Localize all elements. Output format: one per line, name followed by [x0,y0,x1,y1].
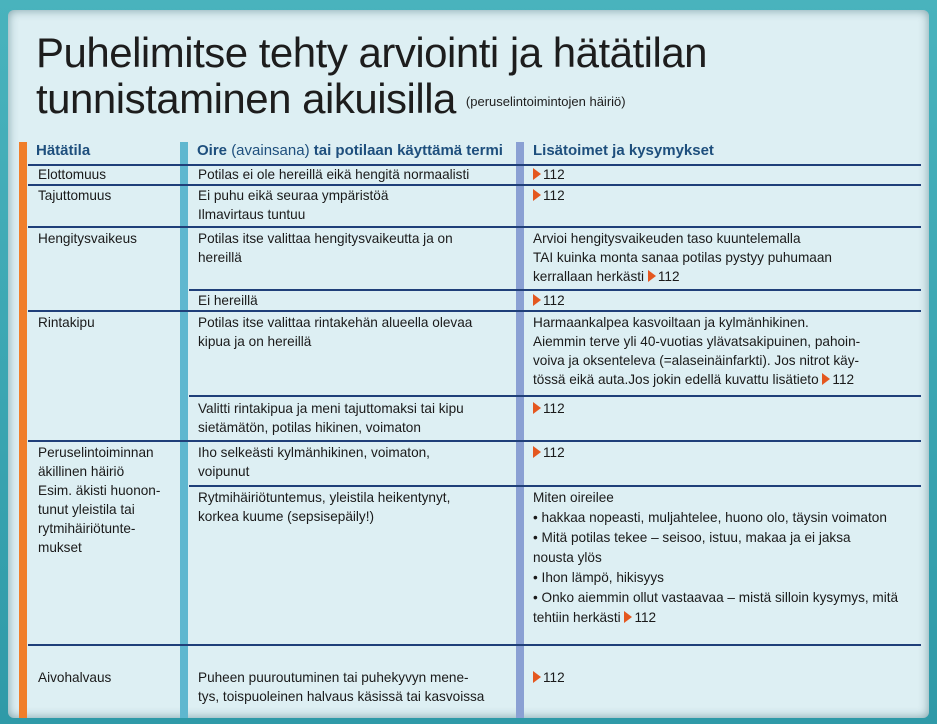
cell-r3b-c3: 112 [533,291,565,310]
cell-r4b-c2: Valitti rintakipua ja meni tajuttomaksi tai kipu sietämätön, potilas hikinen, voimaton [198,401,464,435]
rule-4 [28,440,921,442]
cell-r4b-c3: 112 [533,399,565,418]
cell-r2-c3: 112 [533,186,565,205]
arrow-icon [648,270,656,282]
rule-5 [28,644,921,646]
arrow-icon [533,294,541,306]
title-subtitle: (peruselintoimintojen häiriö) [465,93,626,109]
column-bar-2 [180,142,188,718]
cell-r5b-c3: Miten oireilee • hakkaa nopeasti, muljahtelee, huono olo, täysin voimaton • Mitä potilas tekee – seisoo, istuu, makaa ja ei jaksa nousta ylös • Ihon lämpö, hikisyys • Onko aiemmin ollut vastaavaa – mistä silloin kysymys, mitä tehtiin herkästi 112 [533,490,899,625]
arrow-icon [533,402,541,414]
cell-r5-c2: Iho selkeästi kylmänhikinen, voimaton, voipunut [198,445,430,479]
cell-r5-c3: 112 [533,443,565,462]
cell-r3-c1: Hengitysvaikeus [38,231,137,246]
cell-r4-c3: Harmaankalpea kasvoiltaan ja kylmänhikinen. Aiemmin terve yli 40-vuotias ylävatsakipuinen, pahoin- voiva ja oksenteleva (=alaseinäinfarkti). Jos nitrot käy- tössä eikä auta.Jos jokin edellä kuvattu lisätieto 112 [533,315,861,387]
header-col-2-bold-a: Oire [197,142,232,159]
header-col-3: Lisätoimet ja kysymykset [533,142,714,159]
rule-1 [28,184,921,186]
arrow-icon [822,373,830,385]
title-line-1: Puhelimitse tehty arviointi ja hätätilan [36,29,708,76]
cell-r5-c1: Peruselintoiminnan äkillinen häiriö Esim. äkisti huonon- tunut yleistila tai rytmihäiriötunte- mukset [38,445,161,555]
page-title [36,30,707,125]
cell-r1-c1: Elottomuus [38,167,107,182]
cell-r3-c2: Potilas itse valittaa hengitysvaikeutta ja on hereillä [198,231,453,265]
arrow-icon [533,671,541,683]
header-col-2 [197,142,503,159]
header-col-2-thin: (avainsana) [231,142,310,159]
arrow-icon [533,446,541,458]
arrow-icon [533,168,541,180]
cell-r4-c1: Rintakipu [38,315,95,330]
header-col-2-bold-b: tai potilaan käyttämä termi [309,142,503,159]
cell-r4-c2: Potilas itse valittaa rintakehän alueella olevaa kipua ja on hereillä [198,315,473,349]
rule-4a [189,395,921,397]
cell-r6-c2: Puheen puuroutuminen tai puhekyvyn mene- tys, toispuoleinen halvaus käsissä tai kasvoissa [198,670,485,704]
column-bar-1 [19,142,27,718]
cell-r6-c3: 112 [533,668,565,687]
cell-r3-c3: Arvioi hengitysvaikeuden taso kuuntelemalla TAI kuinka monta sanaa potilas pystyy puhumaan kerrallaan herkästi 112 [533,231,832,284]
rule-header [28,164,921,166]
header-col-1: Hätätila [36,142,91,159]
cell-r2-c1: Tajuttomuus [38,188,112,203]
cell-r5b-c2: Rytmihäiriötuntemus, yleistila heikentynyt, korkea kuume (sepsisepäily!) [198,490,451,524]
rule-2 [28,226,921,228]
arrow-icon [624,611,632,623]
title-line-2: tunnistaminen aikuisilla [36,75,456,122]
cell-r1-c2: Potilas ei ole hereillä eikä hengitä normaalisti [198,167,470,182]
info-card [8,10,929,718]
cell-r6-c1: Aivohalvaus [38,670,112,685]
column-bar-3 [516,142,524,718]
rule-5a [189,485,921,487]
cell-r3b-c2: Ei hereillä [198,293,258,308]
cell-r1-c3: 112 [533,165,565,184]
rule-3 [28,310,921,312]
arrow-icon [533,189,541,201]
cell-r2-c2: Ei puhu eikä seuraa ympäristöä Ilmavirtaus tuntuu [198,188,389,222]
